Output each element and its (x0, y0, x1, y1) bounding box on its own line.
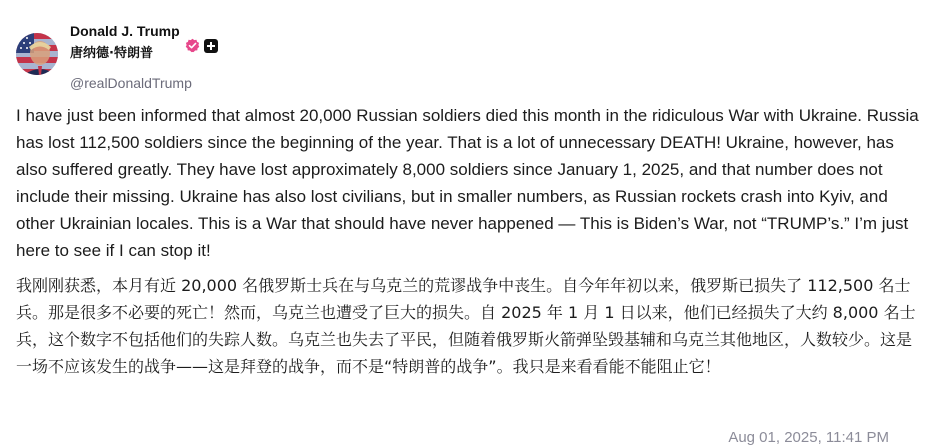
author-chinese-name: 唐纳德·特朗普 (70, 46, 153, 61)
author-display-name[interactable]: Donald J. Trump (70, 23, 180, 39)
avatar-flag-portrait-icon (16, 33, 58, 75)
plus-icon[interactable] (204, 39, 218, 53)
avatar[interactable] (16, 33, 58, 75)
verified-check-icon (185, 38, 200, 53)
post-text-english: I have just been informed that almost 20,000 Russian soldiers died this month in the ridiculous War with Ukraine. Russia has lost 112,500 soldiers since the beginning of the year. That is a lot of unnecessary DEATH! Ukraine, however, has also suffered greatly. They have lost approximately 8,000 soldiers since January 1, 2025, and that number does not include their missing. Ukraine has also lost civilians, but in smaller numbers, as Russian rockets crash into Kyiv, and other Ukrainian locales. This is a War that should have never happened — This is Biden’s War, not “TRUMP’s.” I’m just here to see if I can stop it! (16, 106, 919, 260)
post-text-chinese: 我刚刚获悉，本月有近 20,000 名俄罗斯士兵在与乌克兰的荒谬战争中丧生。自今年年初以来，俄罗斯已损失了 112,500 名士兵。那是很多不必要的死亡！然而，乌克兰也遭受了巨大的损失。自 2025 年 1 月 1 日以来，他们已经损失了大约 8,000 名士兵，这个数字不包括他们的失踪人数。乌克兰也失去了平民，但随着俄罗斯火箭弹坠毁基辅和乌克兰其他地区，人数较少。这是一场不应该发生的战争——这是拜登的战争，而不是“特朗普的战争”。我只是来看看能不能阻止它！ (16, 276, 916, 376)
author-chinese-name-row (70, 43, 180, 65)
author-handle[interactable]: @realDonaldTrump (70, 75, 192, 91)
author-name-block (70, 22, 180, 65)
post-timestamp[interactable]: Aug 01, 2025, 11:41 PM (728, 429, 889, 446)
